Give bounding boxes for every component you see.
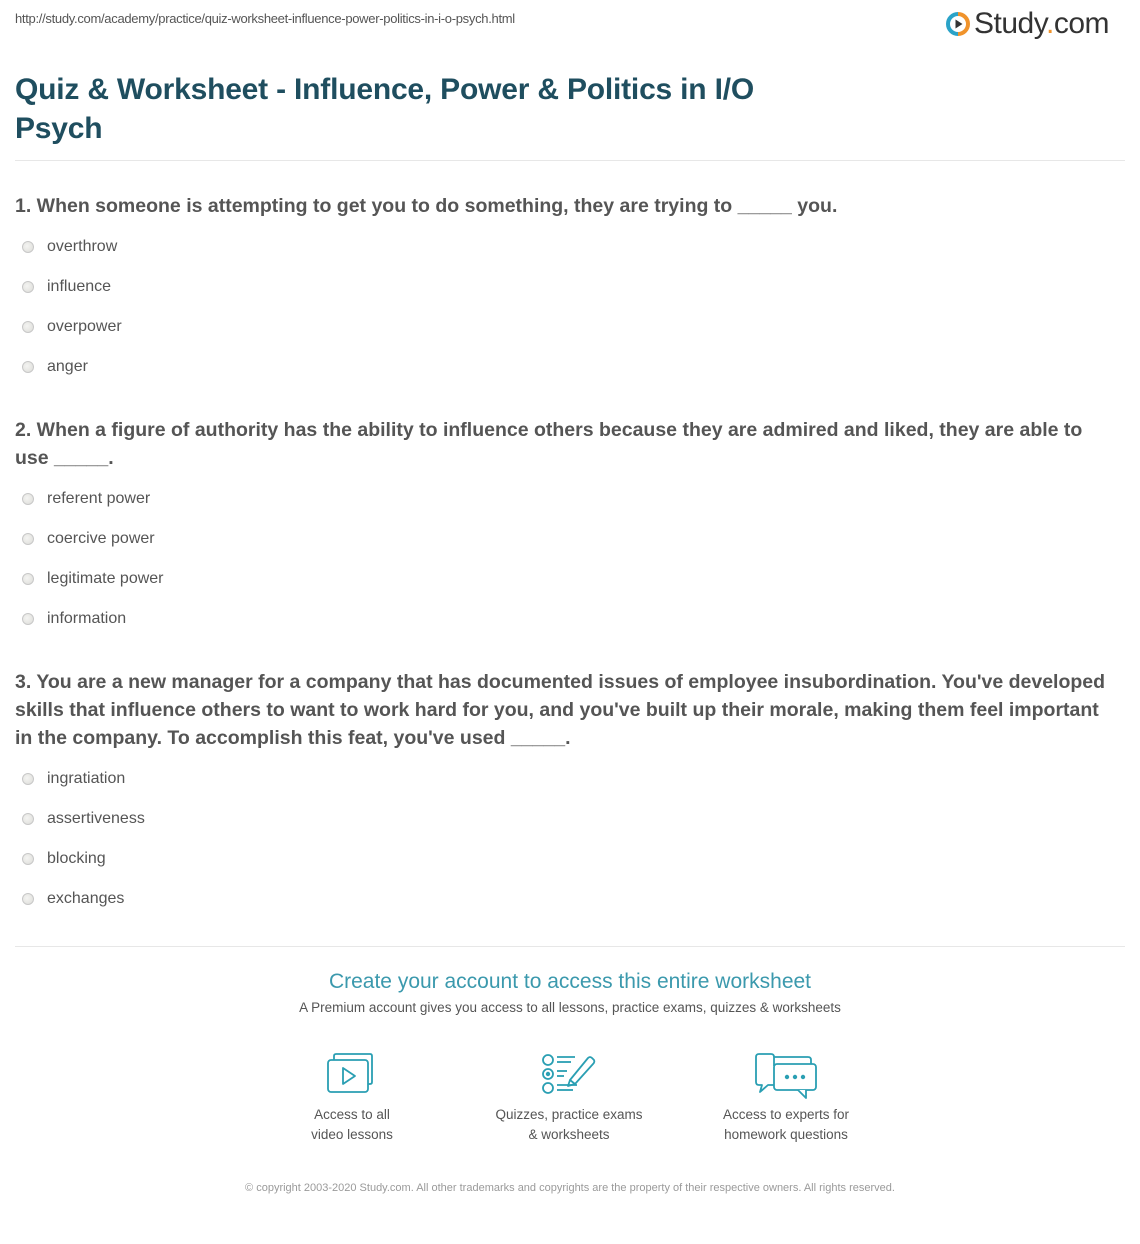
option[interactable]: overpower — [22, 307, 122, 347]
feature-video-lessons — [252, 1052, 452, 1145]
divider — [15, 946, 1125, 947]
radio-button[interactable] — [22, 533, 34, 545]
radio-button[interactable] — [22, 573, 34, 585]
logo-text: Study.com — [974, 7, 1110, 40]
option[interactable]: legitimate power — [22, 559, 164, 599]
radio-button[interactable] — [22, 241, 34, 253]
copyright-footer: © copyright 2003-2020 Study.com. All other trademarks and copyrights are the property of their respective owners. All rights reserved. — [245, 1182, 895, 1194]
radio-button[interactable] — [22, 773, 34, 785]
option[interactable]: referent power — [22, 479, 164, 519]
video-lessons-icon — [326, 1052, 378, 1096]
radio-button[interactable] — [22, 813, 34, 825]
option[interactable]: ingratiation — [22, 759, 145, 799]
play-logo-icon — [946, 12, 970, 36]
radio-button[interactable] — [22, 281, 34, 293]
option[interactable]: coercive power — [22, 519, 164, 559]
question-1-options — [22, 227, 122, 387]
question-2-options — [22, 479, 164, 639]
option[interactable]: anger — [22, 347, 122, 387]
radio-button[interactable] — [22, 893, 34, 905]
question-3-options — [22, 759, 145, 919]
option[interactable]: assertiveness — [22, 799, 145, 839]
question-3: 3. You are a new manager for a company that has documented issues of employee insubordination. You've developed skills that influence others to want to work hard for you, and you've built up their morale, making them feel important in the company. To accomplish this feat, you've used _____. — [15, 671, 1106, 749]
option[interactable]: blocking — [22, 839, 145, 879]
radio-button[interactable] — [22, 361, 34, 373]
feature-quizzes — [469, 1052, 669, 1145]
divider — [15, 160, 1125, 161]
quiz-checklist-icon — [541, 1052, 597, 1096]
feature-label: Access to experts for homework questions — [722, 1107, 850, 1142]
option[interactable]: influence — [22, 267, 122, 307]
premium-description: A Premium account gives you access to all lessons, practice exams, quizzes & worksheets — [299, 1000, 841, 1015]
radio-button[interactable] — [22, 493, 34, 505]
feature-label: Quizzes, practice exams & worksheets — [495, 1107, 643, 1142]
header — [0, 0, 1140, 62]
create-account-link[interactable]: Create your account to access this entire worksheet — [328, 970, 812, 993]
question-1: 1. When someone is attempting to get you to do something, they are trying to _____ you. — [15, 195, 838, 217]
chat-bubbles-icon — [754, 1052, 818, 1102]
option[interactable]: exchanges — [22, 879, 145, 919]
page-title: Quiz & Worksheet - Influence, Power & Politics in I/O Psych — [15, 73, 754, 145]
radio-button[interactable] — [22, 321, 34, 333]
study-logo[interactable] — [946, 9, 1109, 39]
radio-button[interactable] — [22, 613, 34, 625]
option[interactable]: overthrow — [22, 227, 122, 267]
feature-label: Access to all video lessons — [311, 1107, 393, 1142]
feature-experts — [686, 1052, 886, 1145]
page-url: http://study.com/academy/practice/quiz-worksheet-influence-power-politics-in-i-o-psych.html — [15, 11, 515, 26]
option[interactable]: information — [22, 599, 164, 639]
question-2: 2. When a figure of authority has the ability to influence others because they are admired and liked, they are able to use _____. — [15, 419, 1083, 469]
radio-button[interactable] — [22, 853, 34, 865]
